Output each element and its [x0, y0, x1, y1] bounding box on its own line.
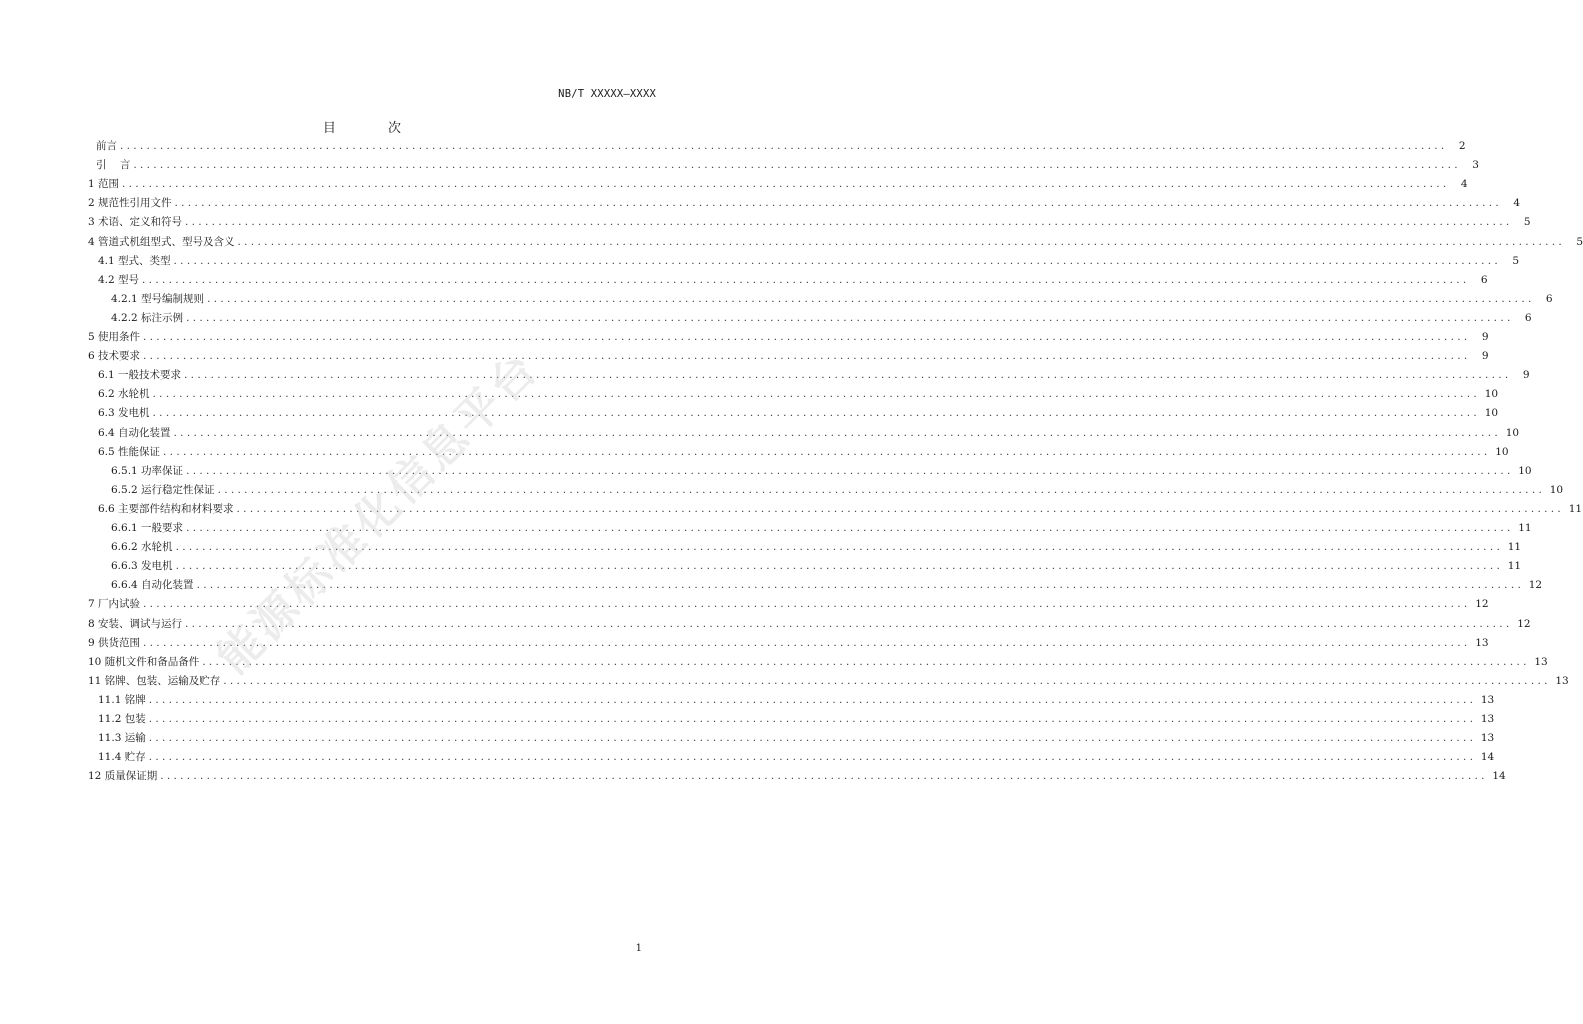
toc-entry-page: 10 — [1495, 445, 1509, 458]
toc-entry[interactable] — [98, 500, 1583, 519]
toc-entry-label: 4 管道式机组型式、型号及含义 — [88, 235, 235, 248]
toc-entry-page: 11 — [1507, 541, 1522, 554]
toc-entry-page: 14 — [1492, 770, 1506, 783]
toc-entry[interactable] — [88, 347, 1489, 366]
toc-entry[interactable] — [111, 462, 1532, 481]
toc-entry-page: 6 — [1545, 292, 1553, 305]
toc-leader-dots: ........................................................................................................................................................................................................ — [163, 445, 1491, 458]
toc-leader-dots: ........................................................................................................................................................................................................ — [186, 522, 1514, 534]
toc-entry[interactable] — [111, 557, 1522, 576]
toc-entry-page: 11 — [1507, 560, 1522, 573]
toc-entry-page: 13 — [1480, 732, 1495, 745]
toc-entry[interactable] — [98, 404, 1499, 423]
toc-entry-page: 4 — [1460, 178, 1468, 191]
toc-entry[interactable] — [98, 710, 1495, 729]
toc-entry[interactable] — [98, 729, 1495, 748]
toc-entry-page: 4 — [1513, 197, 1521, 210]
toc-entry[interactable] — [111, 481, 1564, 500]
toc-entry[interactable] — [98, 748, 1495, 767]
toc-leader-dots: ........................................................................................................................................................................................................ — [223, 674, 1551, 687]
toc-entry-label: 4.2.1 型号编制规则 — [111, 292, 205, 305]
toc-leader-dots: ........................................................................................................................................................................................................ — [148, 751, 1477, 764]
toc-entry-page: 10 — [1505, 426, 1520, 439]
toc-entry[interactable] — [88, 328, 1489, 347]
toc-entry-label: 6.6.2 水轮机 — [111, 541, 173, 554]
toc-entry[interactable] — [88, 213, 1531, 232]
toc-leader-dots: ........................................................................................................................................................................................................ — [143, 350, 1471, 363]
toc-leader-dots: ........................................................................................................................................................................................................ — [175, 541, 1504, 554]
toc-entry-label: 6.6.1 一般要求 — [111, 522, 184, 534]
toc-entry[interactable] — [98, 366, 1530, 385]
toc-entry-page: 12 — [1528, 579, 1543, 592]
toc-entry-label: 1 范围 — [88, 178, 120, 191]
toc-leader-dots: ........................................................................................................................................................................................................ — [143, 636, 1471, 649]
toc-leader-dots: ........................................................................................................................................................................................................ — [174, 197, 1503, 210]
toc-entry-label: 8 安装、调试与运行 — [88, 617, 183, 630]
toc-entry-page: 9 — [1481, 350, 1489, 363]
toc-leader-dots: ........................................................................................................................................................................................................ — [173, 426, 1502, 439]
toc-entry-label: 6.4 自动化装置 — [98, 426, 171, 439]
toc-entry-page: 11 — [1568, 502, 1583, 515]
toc-entry-label: 6.5.2 运行稳定性保证 — [111, 483, 215, 496]
toc-leader-dots: ........................................................................................................................................................................................................ — [184, 369, 1512, 382]
toc-entry-label: 11.3 运输 — [98, 732, 146, 745]
toc-entry[interactable] — [98, 424, 1520, 443]
toc-entry[interactable] — [88, 595, 1489, 614]
toc-entry-label: 4.2.2 标注示例 — [111, 311, 184, 324]
toc-leader-dots: ........................................................................................................................................................................................................ — [202, 655, 1530, 668]
toc-entry-page: 10 — [1549, 483, 1564, 496]
toc-entry-label: 6.6 主要部件结构和材料要求 — [98, 502, 234, 515]
toc-leader-dots: ........................................................................................................................................................................................................ — [186, 311, 1514, 324]
toc-entry-page: 12 — [1517, 617, 1531, 630]
toc-entry-page: 9 — [1481, 331, 1489, 343]
toc-leader-dots: ........................................................................................................................................................................................................ — [173, 254, 1502, 267]
toc-entry-label: 11.4 贮存 — [98, 751, 146, 764]
toc-entry-label: 4.2 型号 — [98, 273, 140, 286]
toc-entry[interactable] — [88, 233, 1583, 252]
toc-entry-page: 14 — [1480, 751, 1495, 764]
toc-entry-label: 6.6.3 发电机 — [111, 560, 173, 573]
toc-entry-label: 6.2 水轮机 — [98, 388, 150, 401]
toc-leader-dots: ........................................................................................................................................................................................................ — [217, 483, 1546, 496]
toc-entry[interactable] — [88, 634, 1489, 653]
toc-entry-page: 10 — [1484, 407, 1499, 420]
toc-entry-page: 13 — [1475, 636, 1489, 649]
toc-leader-dots: ........................................................................................................................................................................................................ — [185, 216, 1513, 229]
toc-entry-label: 11 铭牌、包装、运输及贮存 — [88, 674, 221, 687]
toc-entry-page: 12 — [1475, 598, 1489, 611]
toc-entry-label: 11.1 铭牌 — [98, 693, 146, 706]
toc-entry-page: 2 — [1458, 140, 1466, 152]
toc-entry-label: 10 随机文件和备品备件 — [88, 655, 200, 668]
toc-entry[interactable] — [88, 653, 1548, 672]
toc-entry[interactable] — [98, 385, 1499, 404]
toc-leader-dots: ........................................................................................................................................................................................................ — [236, 502, 1565, 515]
toc-leader-dots: ........................................................................................................................................................................................................ — [207, 292, 1535, 305]
toc-entry-label: 6.1 一般技术要求 — [98, 369, 182, 382]
toc-entry-page: 13 — [1480, 713, 1495, 725]
toc-entry-label: 2 规范性引用文件 — [88, 197, 172, 210]
toc-entry[interactable] — [96, 156, 1479, 175]
toc-leader-dots: ........................................................................................................................................................................................................ — [237, 235, 1566, 248]
toc-entry-page: 6 — [1524, 311, 1532, 324]
toc-entry-page: 11 — [1518, 522, 1532, 534]
toc-leader-dots: ........................................................................................................................................................................................................ — [148, 713, 1477, 725]
toc-entry-label: 5 使用条件 — [88, 331, 141, 343]
toc-leader-dots: ........................................................................................................................................................................................................ — [175, 560, 1504, 573]
toc-leader-dots: ........................................................................................................................................................................................................ — [133, 159, 1461, 172]
toc-entry[interactable] — [96, 137, 1466, 156]
toc-leader-dots: ........................................................................................................................................................................................................ — [143, 331, 1471, 343]
toc-entry[interactable] — [111, 309, 1532, 328]
toc-entry-label: 6.6.4 自动化装置 — [111, 579, 194, 592]
toc-leader-dots: ........................................................................................................................................................................................................ — [143, 598, 1471, 611]
toc-title: 目 次 — [322, 121, 426, 136]
toc-entry[interactable] — [88, 175, 1468, 194]
watermark: 能源标准化信息平台 — [207, 342, 550, 684]
toc-leader-dots: ........................................................................................................................................................................................................ — [160, 770, 1488, 783]
toc-entry[interactable] — [88, 615, 1531, 634]
toc-entry[interactable] — [98, 252, 1520, 271]
toc-entry-label: 前言 — [96, 140, 117, 152]
standard-code: NB/T XXXXX—XXXX — [558, 88, 656, 100]
toc-entry-page: 3 — [1472, 159, 1479, 172]
toc-entry-label: 6 技术要求 — [88, 350, 141, 363]
toc-entry[interactable] — [88, 672, 1569, 691]
toc-entry[interactable] — [98, 443, 1509, 462]
toc-entry[interactable] — [111, 538, 1522, 557]
toc-leader-dots: ........................................................................................................................................................................................................ — [122, 178, 1450, 191]
toc-leader-dots: ........................................................................................................................................................................................................ — [196, 579, 1525, 592]
toc-entry[interactable] — [88, 194, 1521, 213]
toc-entry[interactable] — [98, 691, 1495, 710]
toc-entry[interactable] — [111, 290, 1553, 309]
toc-entry[interactable] — [88, 767, 1506, 786]
toc-entry-page: 5 — [1523, 216, 1531, 229]
toc-entry-page: 10 — [1484, 388, 1499, 401]
toc-entry-label: 6.3 发电机 — [98, 407, 150, 420]
page-number: 1 — [635, 943, 642, 954]
toc-entry-label: 4.1 型式、类型 — [98, 254, 171, 267]
toc-entry-label: 6.5 性能保证 — [98, 445, 161, 458]
toc-entry-page: 9 — [1522, 369, 1530, 382]
toc-entry-page: 13 — [1534, 655, 1548, 668]
toc-entry-label: 7 厂内试验 — [88, 598, 141, 611]
toc-entry[interactable] — [111, 576, 1543, 595]
toc-leader-dots: ........................................................................................................................................................................................................ — [152, 388, 1481, 401]
toc-entry-label: 6.5.1 功率保证 — [111, 464, 184, 477]
toc-entry[interactable] — [98, 271, 1488, 290]
toc-entry-label: 11.2 包装 — [98, 713, 146, 725]
toc-leader-dots: ........................................................................................................................................................................................................ — [152, 407, 1481, 420]
toc-entry[interactable] — [111, 519, 1532, 538]
toc-entry-page: 13 — [1555, 674, 1569, 687]
toc-entry-label: 9 供货范围 — [88, 636, 141, 649]
toc-entry-label: 12 质量保证期 — [88, 770, 158, 783]
toc-leader-dots: ........................................................................................................................................................................................................ — [142, 273, 1470, 286]
toc-leader-dots: ........................................................................................................................................................................................................ — [148, 732, 1477, 745]
toc-entry-page: 5 — [1576, 235, 1583, 248]
toc-leader-dots: ........................................................................................................................................................................................................ — [120, 140, 1448, 152]
toc-entry-label: 3 术语、定义和符号 — [88, 216, 183, 229]
toc-leader-dots: ........................................................................................................................................................................................................ — [186, 464, 1514, 477]
toc-entry-page: 5 — [1512, 254, 1520, 267]
toc-leader-dots: ........................................................................................................................................................................................................ — [185, 617, 1513, 630]
toc-entry-page: 6 — [1480, 273, 1488, 286]
toc-leader-dots: ........................................................................................................................................................................................................ — [148, 693, 1477, 706]
toc-entry-page: 10 — [1518, 464, 1532, 477]
toc-entry-page: 13 — [1480, 693, 1495, 706]
toc-entry-label: 引 言 — [96, 159, 131, 172]
